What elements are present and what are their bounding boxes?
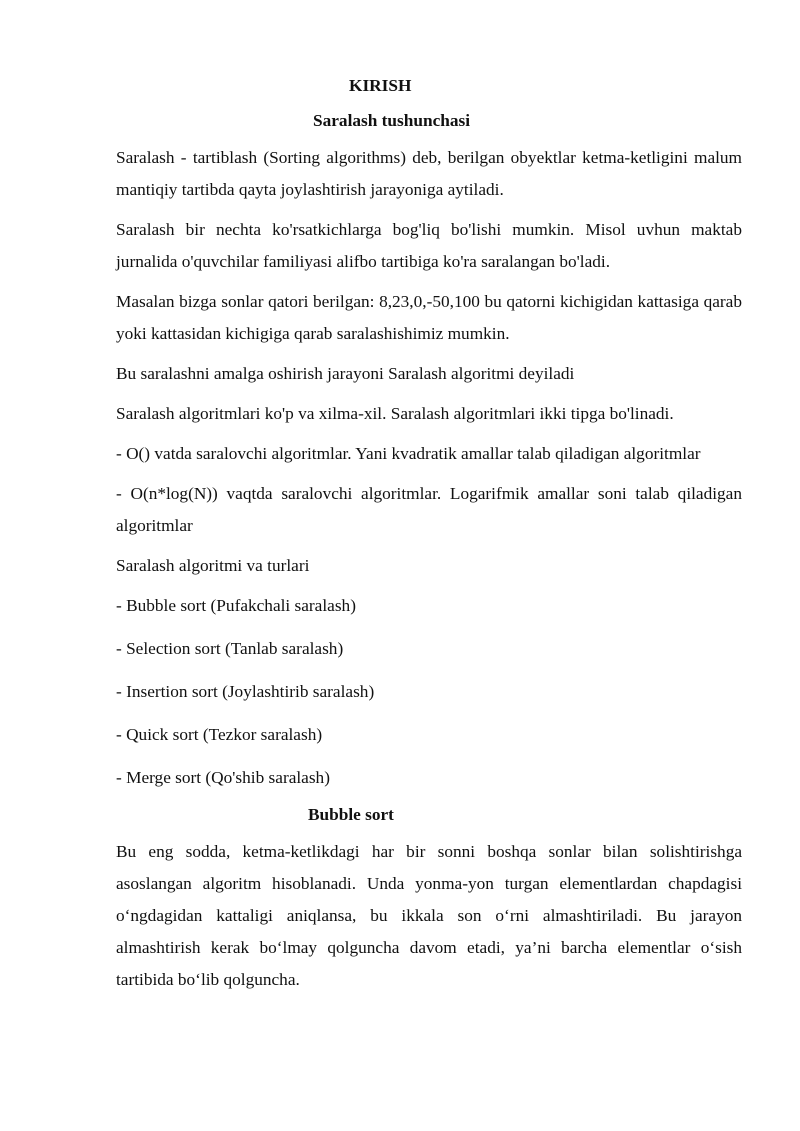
page-heading: KIRISH [349,76,412,95]
section-title: Saralash tushunchasi [313,111,471,130]
list-item-quick-sort: - Quick sort (Tezkor saralash) [116,725,323,744]
paragraph-example: Masalan bizga sonlar qatori berilgan: 8,23,0,-50,100 bu qatorni kichigidan kattasiga qarab yoki kattasidan kichigiga qarab saralashishimiz mumkin. [116,292,742,343]
paragraph-types-heading: Saralash algoritmi va turlari [116,556,310,575]
paragraph-types-intro: Saralash algoritmlari ko'p va xilma-xil. Saralash algoritmlari ikki tipga bo'linadi. [116,404,674,423]
list-item-selection-sort: - Selection sort (Tanlab saralash) [116,639,344,658]
paragraph-definition: Saralash - tartiblash (Sorting algorithms) deb, berilgan obyektlar ketma-ketligini malum mantiqiy tartibda qayta joylashtirish jarayoniga aytiladi. [116,148,742,199]
bubble-sort-title: Bubble sort [308,805,394,824]
paragraph-quadratic: - O() vatda saralovchi algoritmlar. Yani kvadratik amallar talab qiladigan algoritmlar [116,444,701,463]
paragraph-algorithm-term: Bu saralashni amalga oshirish jarayoni Saralash algoritmi deyiladi [116,364,575,383]
list-item-insertion-sort: - Insertion sort (Joylashtirib saralash) [116,682,375,701]
paragraph-logarithmic: - O(n*log(N)) vaqtda saralovchi algoritmlar. Logarifmik amallar soni talab qiladigan algoritmlar [116,484,742,535]
list-item-bubble-sort: - Bubble sort (Pufakchali saralash) [116,596,356,615]
sort-list [116,590,742,794]
list-item-merge-sort: - Merge sort (Qo'shib saralash) [116,768,330,787]
paragraph-bubble-sort: Bu eng sodda, ketma-ketlikdagi har bir sonni boshqa sonlar bilan solishtirishga asoslangan algoritm hisoblanadi. Unda yonma-yon turgan elementlardan chapdagisi o‘ngdagidan kattaligi aniqlansa, bu ikkala son o‘rni almashtiriladi. Bu jarayon almashtirish kerak bo‘lmay qolguncha davom etadi, ya’ni barcha elementlar o‘sish tartibida bo‘lib qolguncha. [116,842,742,989]
paragraph-dependency: Saralash bir nechta ko'rsatkichlarga bog'liq bo'lishi mumkin. Misol uvhun maktab jurnalida o'quvchilar familiyasi alifbo tartibiga ko'ra saralangan bo'ladi. [116,220,742,271]
